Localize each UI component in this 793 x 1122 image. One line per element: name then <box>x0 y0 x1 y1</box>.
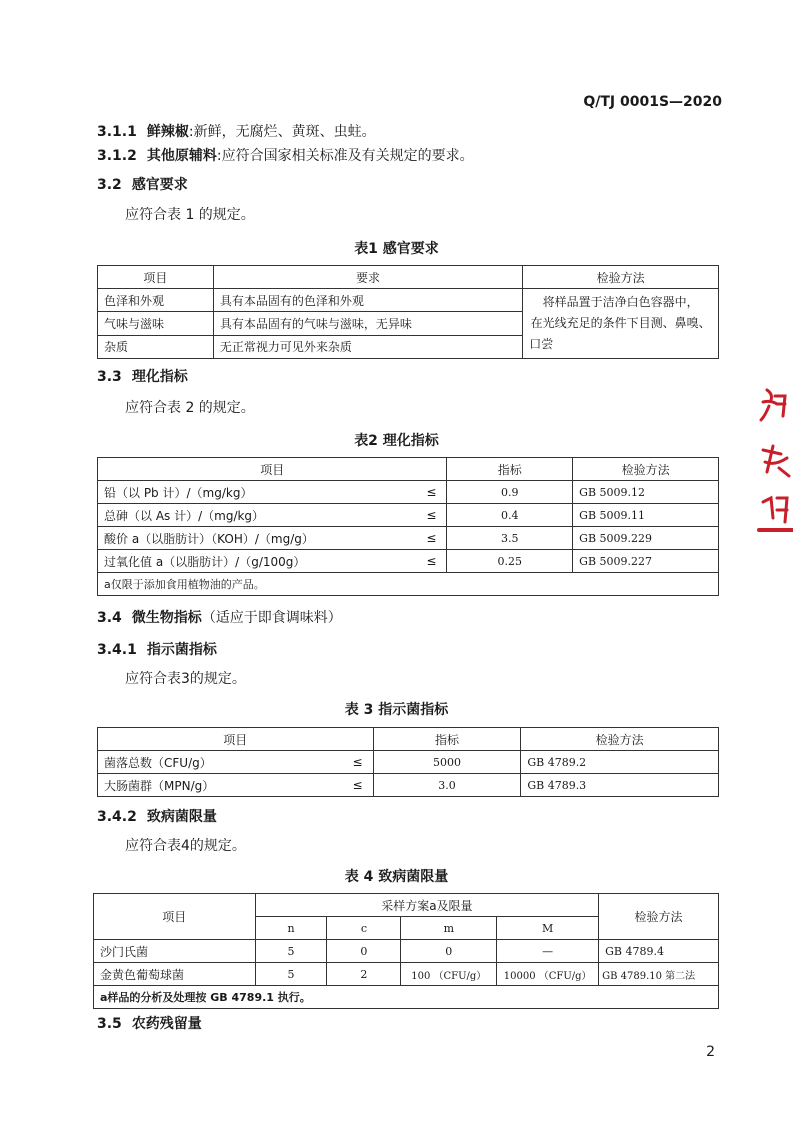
table2-cell-item: 铅（以 Pb 计）/（mg/kg） <box>98 481 397 504</box>
section-title: 农药残留量 <box>131 1016 202 1032</box>
table2-cell-method: GB 5009.12 <box>573 481 719 504</box>
clause-number: 3.1.2 <box>97 148 137 164</box>
section-3-4-2-heading <box>97 806 217 826</box>
section-3-5-heading <box>97 1013 202 1033</box>
table4-cell-method: GB 4789.10 第二法 <box>599 963 719 986</box>
table-row <box>94 940 719 963</box>
table2-cell-item: 过氧化值 a（以脂肪计）/（g/100g） <box>98 550 397 573</box>
section-3-4-2-body: 应符合表4的规定。 <box>125 838 246 854</box>
table2-caption: 表2 理化指标 <box>354 433 439 449</box>
table4-cell-m: 100 （CFU/g） <box>401 963 497 986</box>
table-row <box>98 527 719 550</box>
table4-subheader-m: m <box>401 917 497 940</box>
table-row <box>98 504 719 527</box>
clause-keyword: 鲜辣椒 <box>146 124 189 140</box>
clause-keyword: 其他原辅料 <box>146 148 217 164</box>
table1-caption: 表1 感官要求 <box>354 241 439 257</box>
table1-header-item: 项目 <box>98 266 214 289</box>
table3-indicator-bacteria <box>97 727 719 797</box>
table3-header-value: 指标 <box>373 728 521 751</box>
table-row <box>98 289 719 312</box>
table-row <box>98 751 719 774</box>
table4-cell-item: 金黄色葡萄球菌 <box>94 963 256 986</box>
section-3-2-heading <box>97 174 188 194</box>
table4-cell-c: 0 <box>327 940 401 963</box>
method-line: 在光线充足的条件下目测、鼻嗅、 <box>530 316 711 330</box>
table3-cell-method: GB 4789.3 <box>521 774 719 797</box>
table2-cell-item: 总砷（以 As 计）/（mg/kg） <box>98 504 397 527</box>
section-title: 指示菌指标 <box>146 642 217 658</box>
table-row <box>98 550 719 573</box>
section-title: 理化指标 <box>131 369 188 385</box>
table4-subheader-n: n <box>255 917 327 940</box>
table4-header-method: 检验方法 <box>599 894 719 940</box>
table2-cell-value: 0.9 <box>447 481 573 504</box>
less-equal-sign: ≤ <box>337 774 373 797</box>
section-title: 微生物指标 <box>131 610 202 626</box>
table3-cell-item: 菌落总数（CFU/g） <box>98 751 338 774</box>
table2-cell-value: 3.5 <box>447 527 573 550</box>
table1-cell-req: 具有本品固有的色泽和外观 <box>213 289 522 312</box>
table2-header-value: 指标 <box>447 458 573 481</box>
table4-cell-n: 5 <box>255 940 327 963</box>
less-equal-sign: ≤ <box>397 481 447 504</box>
table3-header-item: 项目 <box>98 728 374 751</box>
table4-header-item: 项目 <box>94 894 256 940</box>
red-seal-stamp <box>753 380 793 550</box>
section-number: 3.4.1 <box>97 642 137 658</box>
section-3-4-1-heading <box>97 639 217 659</box>
table1-sensory <box>97 265 719 359</box>
table4-cell-item: 沙门氏菌 <box>94 940 256 963</box>
section-3-4-heading <box>97 607 342 627</box>
table4-cell-method: GB 4789.4 <box>599 940 719 963</box>
section-number: 3.5 <box>97 1016 122 1032</box>
section-number: 3.3 <box>97 369 122 385</box>
table4-header-sampling: 采样方案a及限量 <box>255 894 599 917</box>
table2-cell-item: 酸价 a（以脂肪计）（KOH）/（mg/g） <box>98 527 397 550</box>
section-title: 致病菌限量 <box>146 809 217 825</box>
table3-cell-method: GB 4789.2 <box>521 751 719 774</box>
section-3-2-body: 应符合表 1 的规定。 <box>125 207 255 223</box>
table1-cell-req: 具有本品固有的气味与滋味，无异味 <box>213 312 522 335</box>
table4-subheader-c: c <box>327 917 401 940</box>
table2-footnote: a仅限于添加食用植物油的产品。 <box>98 573 719 596</box>
table3-caption: 表 3 指示菌指标 <box>344 702 449 718</box>
clause-3-1-1 <box>97 121 376 141</box>
method-line: 将样品置于洁净白色容器中， <box>542 295 699 309</box>
table1-cell-item: 杂质 <box>98 335 214 358</box>
section-suffix: （适应于即食调味料） <box>201 610 342 626</box>
table-row <box>94 963 719 986</box>
section-3-4-1-body: 应符合表3的规定。 <box>125 671 246 687</box>
method-line: 口尝 <box>529 337 554 351</box>
table2-cell-method: GB 5009.227 <box>573 550 719 573</box>
less-equal-sign: ≤ <box>397 527 447 550</box>
document-id: Q/TJ 0001S—2020 <box>583 94 722 110</box>
clause-3-1-2 <box>97 145 474 165</box>
section-title: 感官要求 <box>131 177 188 193</box>
clause-text: :应符合国家相关标准及有关规定的要求。 <box>216 148 474 164</box>
table4-cell-n: 5 <box>255 963 327 986</box>
table-row <box>98 481 719 504</box>
table4-caption: 表 4 致病菌限量 <box>344 869 449 885</box>
table1-cell-item: 气味与滋味 <box>98 312 214 335</box>
less-equal-sign: ≤ <box>397 504 447 527</box>
table3-cell-value: 3.0 <box>373 774 521 797</box>
table2-header-method: 检验方法 <box>573 458 719 481</box>
table4-cell-c: 2 <box>327 963 401 986</box>
table4-footnote: a样品的分析及处理按 GB 4789.1 执行。 <box>94 986 719 1009</box>
table1-header-req: 要求 <box>213 266 522 289</box>
table2-header-item: 项目 <box>98 458 447 481</box>
table4-cell-m: 0 <box>401 940 497 963</box>
section-number: 3.4.2 <box>97 809 137 825</box>
table-row <box>98 774 719 797</box>
table4-cell-M: — <box>497 940 599 963</box>
table1-cell-method <box>523 289 719 359</box>
less-equal-sign: ≤ <box>397 550 447 573</box>
clause-text: :新鲜，无腐烂、黄斑、虫蛀。 <box>188 124 376 140</box>
table2-cell-method: GB 5009.229 <box>573 527 719 550</box>
section-3-3-body: 应符合表 2 的规定。 <box>125 400 255 416</box>
table2-physicochemical <box>97 457 719 596</box>
table1-header-method: 检验方法 <box>523 266 719 289</box>
table2-cell-method: GB 5009.11 <box>573 504 719 527</box>
table3-header-method: 检验方法 <box>521 728 719 751</box>
section-3-3-heading <box>97 366 188 386</box>
table4-cell-M: 10000 （CFU/g） <box>497 963 599 986</box>
table3-cell-item: 大肠菌群（MPN/g） <box>98 774 338 797</box>
table4-pathogens <box>93 893 719 1009</box>
section-number: 3.2 <box>97 177 122 193</box>
page-number: 2 <box>706 1044 715 1060</box>
less-equal-sign: ≤ <box>337 751 373 774</box>
table4-subheader-M: M <box>497 917 599 940</box>
table3-cell-value: 5000 <box>373 751 521 774</box>
table2-cell-value: 0.4 <box>447 504 573 527</box>
table1-cell-req: 无正常视力可见外来杂质 <box>213 335 522 358</box>
table2-cell-value: 0.25 <box>447 550 573 573</box>
section-number: 3.4 <box>97 610 122 626</box>
clause-number: 3.1.1 <box>97 124 137 140</box>
table1-cell-item: 色泽和外观 <box>98 289 214 312</box>
